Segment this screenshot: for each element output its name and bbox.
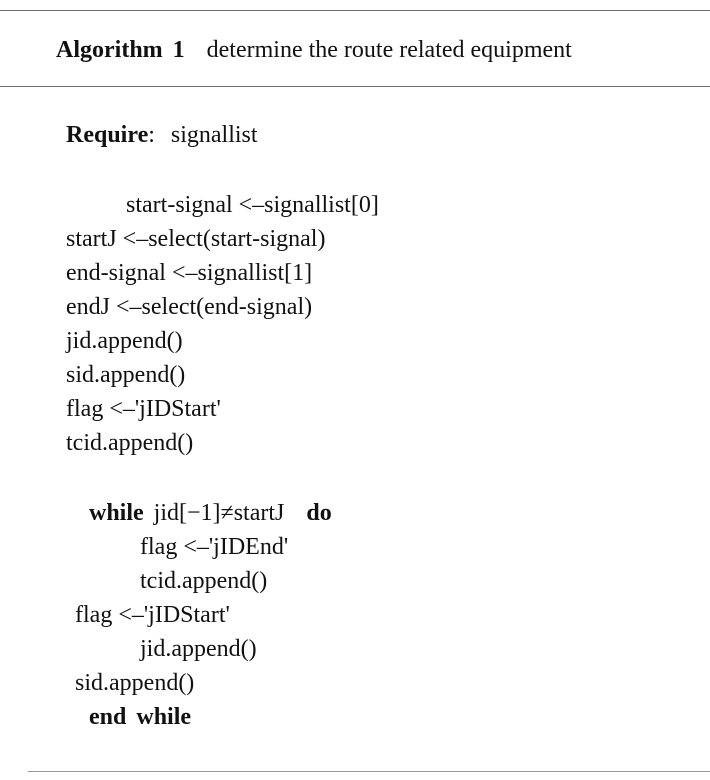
end-keyword: end <box>89 704 127 730</box>
require-colon: : <box>148 122 155 148</box>
while-condition: jid[−1]≠startJ <box>153 500 285 526</box>
top-rule <box>0 10 710 11</box>
code-line: sid.append() <box>66 362 186 388</box>
while-keyword: while <box>89 500 144 526</box>
do-keyword: do <box>306 500 332 526</box>
loop-body-line: tcid.append() <box>140 568 268 594</box>
end-while-keyword: while <box>136 704 192 730</box>
require-keyword: Require <box>66 122 149 148</box>
algorithm-header <box>56 30 572 70</box>
code-line: endJ <–select(end-signal) <box>66 294 313 320</box>
code-line: startJ <–select(start-signal) <box>66 226 326 252</box>
algorithm-title: determine the route related equipment <box>206 37 572 63</box>
algorithm-number: 1 <box>172 37 185 63</box>
loop-body-line: flag <–'jIDEnd' <box>140 534 289 560</box>
header-rule <box>0 86 710 87</box>
loop-body-line: flag <–'jIDStart' <box>75 602 230 628</box>
code-line: tcid.append() <box>66 430 194 456</box>
code-line: flag <–'jIDStart' <box>66 396 221 422</box>
loop-body-line: sid.append() <box>75 670 195 696</box>
code-line: start-signal <–signallist[0] <box>126 192 379 218</box>
end-while-line <box>89 702 191 732</box>
code-line: end-signal <–signallist[1] <box>66 260 313 286</box>
loop-body-line: jid.append() <box>140 636 257 662</box>
algorithm-label: Algorithm <box>56 37 163 63</box>
require-line <box>66 120 258 150</box>
require-value: signallist <box>170 122 258 148</box>
bottom-rule <box>28 771 710 772</box>
while-line <box>89 498 332 528</box>
code-line: jid.append() <box>66 328 183 354</box>
